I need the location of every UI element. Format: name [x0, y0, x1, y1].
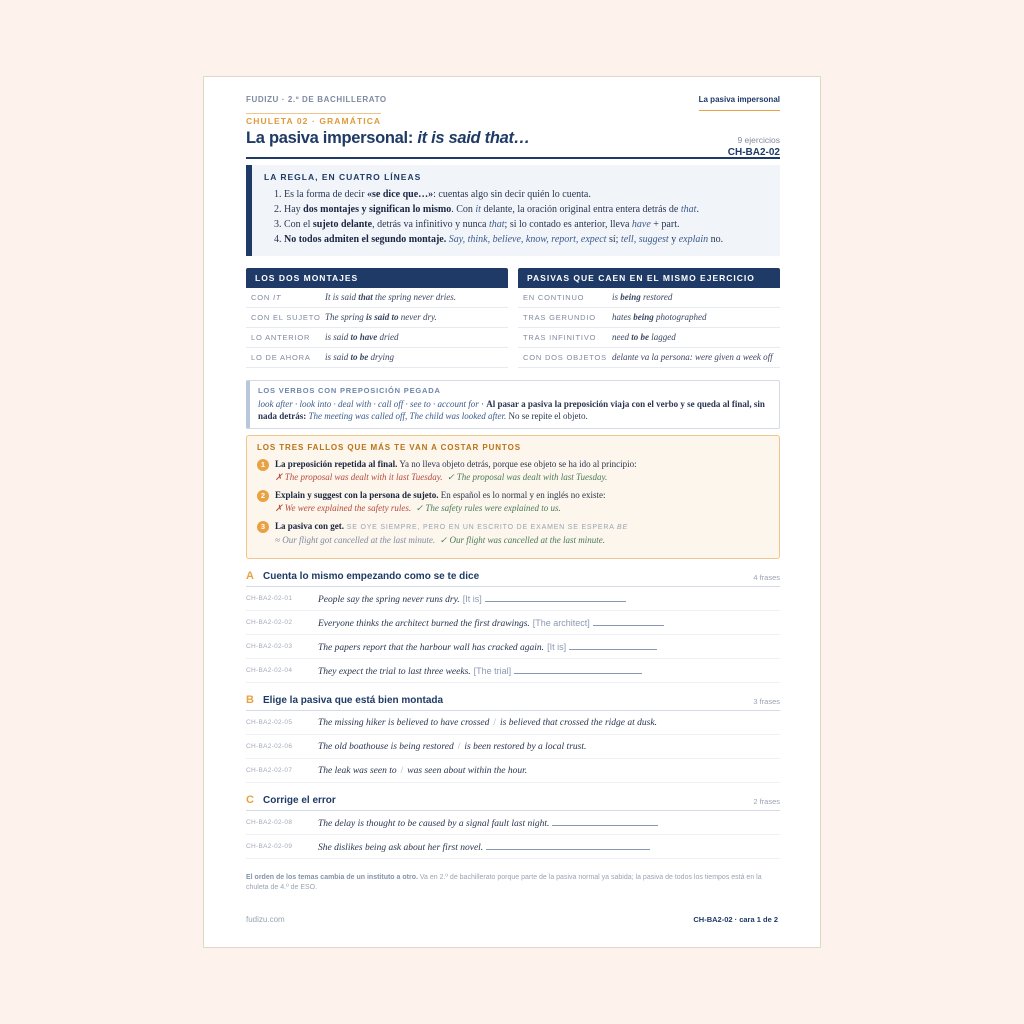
exercise-code: CH-BA2-02-09	[246, 843, 293, 850]
table-row: EN CONTINUO is being restored	[518, 288, 780, 308]
footer-website: fudizu.com	[246, 915, 285, 924]
pasivas-panel	[518, 268, 780, 368]
section-title: Elige la pasiva que está bien montada	[263, 695, 444, 706]
exercise-text: The papers report that the harbour wall has cracked again. [It is]	[318, 641, 657, 653]
topic-label: La pasiva impersonal	[699, 95, 780, 111]
exercise-count: 9 ejercicios	[737, 135, 780, 145]
answer-line[interactable]	[514, 665, 642, 674]
rule-item: 4. No todos admiten el segundo montaje. Say, think, believe, know, report, expect sí; tell, suggest y explain no.	[284, 232, 770, 247]
rule-item: 3. Con el sujeto delante, detrás va infinitivo y nunca that; si lo contado es anterior, lleva have + part.	[284, 217, 770, 232]
answer-line[interactable]	[485, 593, 626, 602]
section-b	[246, 694, 780, 783]
section-title: Cuenta lo mismo empezando como se te dice	[263, 571, 480, 582]
exercise-text: The delay is thought to be caused by a signal fault last night.	[318, 817, 658, 829]
table-row: CON DOS OBJETOS delante va la persona: were given a week off	[518, 348, 780, 368]
montajes-panel	[246, 268, 508, 368]
table-row: CON EL SUJETO The spring is said to never dry.	[246, 308, 508, 328]
exercise-text: Everyone thinks the architect burned the first drawings. [The architect]	[318, 617, 664, 629]
exercise-text: The leak was seen to / was seen about within the hour.	[318, 765, 528, 776]
brand-label: FUDIZU · 2.º DE BACHILLERATO	[246, 95, 387, 104]
exercise-code: CH-BA2-02-07	[246, 767, 293, 774]
sheet-code: CH-BA2-02	[727, 147, 780, 158]
table-row: LO DE AHORA is said to be drying	[246, 348, 508, 368]
option-a[interactable]: The missing hiker is believed to have crossed	[318, 717, 490, 728]
exercise-text: The old boathouse is being restored / is been restored by a local trust.	[318, 741, 587, 752]
exercise-text: The missing hiker is believed to have crossed / is believed that crossed the ridge at dusk.	[318, 717, 657, 728]
exercise-row	[246, 835, 780, 859]
section-letter: C	[246, 794, 254, 806]
exercise-row	[246, 587, 780, 611]
table-row: TRAS INFINITIVO need to be lagged	[518, 328, 780, 348]
section-count: 2 frases	[753, 797, 780, 806]
montajes-heading: LOS DOS MONTAJES	[246, 268, 508, 288]
section-c	[246, 794, 780, 859]
section-header	[246, 694, 780, 711]
error-number: 2	[257, 490, 269, 502]
pasivas-heading: PASIVAS QUE CAEN EN EL MISMO EJERCICIO	[518, 268, 780, 288]
option-a[interactable]: The old boathouse is being restored	[318, 741, 454, 752]
exercise-row	[246, 635, 780, 659]
section-count: 3 frases	[753, 697, 780, 706]
exercise-code: CH-BA2-02-05	[246, 719, 293, 726]
answer-line[interactable]	[486, 841, 650, 850]
common-errors-box	[246, 435, 780, 559]
reference-tables	[246, 268, 780, 368]
title-row	[246, 129, 780, 159]
page-title: La pasiva impersonal: it is said that…	[246, 129, 530, 147]
option-b[interactable]: is believed that crossed the ridge at dusk.	[500, 717, 657, 728]
footer-page-info: CH-BA2-02 · cara 1 de 2	[693, 915, 778, 924]
exercise-text: They expect the trial to last three weeks. [The trial]	[318, 665, 642, 677]
kicker-label: CHULETA 02 · GRAMÁTICA	[246, 113, 381, 126]
exercise-row	[246, 759, 780, 783]
error-number: 3	[257, 521, 269, 533]
exercise-row	[246, 659, 780, 683]
answer-line[interactable]	[552, 817, 658, 826]
phrasal-verbs-box	[246, 380, 780, 429]
section-title: Corrige el error	[263, 795, 336, 806]
exercise-code: CH-BA2-02-01	[246, 595, 293, 602]
section-a	[246, 570, 780, 683]
section-count: 4 frases	[753, 573, 780, 582]
table-row: LO ANTERIOR is said to have dried	[246, 328, 508, 348]
rule-list	[264, 187, 770, 247]
table-row: TRAS GERUNDIO hates being photographed	[518, 308, 780, 328]
exercise-code: CH-BA2-02-06	[246, 743, 293, 750]
verbs-text: look after · look into · deal with · call off · see to · account for · Al pasar a pasiva la preposición viaja con el verbo y se queda al final, sin nada detrás: The meeting was called off, The child was looked after. No se repite el objeto.	[258, 399, 765, 421]
exercise-row	[246, 611, 780, 635]
option-b[interactable]: was seen about within the hour.	[407, 765, 528, 776]
rule-item: 2. Hay dos montajes y significan lo mismo. Con it delante, la oración original entra entera detrás de that.	[284, 202, 770, 217]
verbs-heading: LOS VERBOS CON PREPOSICIÓN PEGADA	[258, 386, 441, 395]
section-letter: A	[246, 570, 254, 582]
section-letter: B	[246, 694, 254, 706]
exercise-row	[246, 735, 780, 759]
error-item: 1 La preposición repetida al final. Ya no lleva objeto detrás, porque ese objeto se ha ido al principio: ✗ The proposal was dealt with it last Tuesday. ✓ The proposal was dealt with last Tuesday.	[257, 458, 769, 484]
rule-box	[246, 165, 780, 256]
exercise-code: CH-BA2-02-04	[246, 667, 293, 674]
option-b[interactable]: is been restored by a local trust.	[464, 741, 587, 752]
footnote: El orden de los temas cambia de un instituto a otro. Va en 2.º de bachillerato porque parte de la pasiva normal ya sabida; la pasiva de todos los tiempos está en la chuleta de 4.º de ESO.	[246, 874, 762, 891]
exercise-row	[246, 811, 780, 835]
exercise-text: People say the spring never runs dry. [It is]	[318, 593, 626, 605]
rule-heading: LA REGLA, EN CUATRO LÍNEAS	[264, 172, 422, 182]
rule-item: 1. Es la forma de decir «se dice que…»: cuentas algo sin decir quién lo cuenta.	[284, 187, 770, 202]
section-header	[246, 570, 780, 587]
error-item: 3 La pasiva con get. SE OYE SIEMPRE, PERO EN UN ESCRITO DE EXAMEN SE ESPERA BE ≈ Our flight got cancelled at the last minute. ✓ Our flight was cancelled at the last minute.	[257, 520, 769, 547]
answer-line[interactable]	[569, 641, 657, 650]
option-a[interactable]: The leak was seen to	[318, 765, 397, 776]
section-header	[246, 794, 780, 811]
exercise-text: She dislikes being ask about her first novel.	[318, 841, 650, 853]
exercise-code: CH-BA2-02-02	[246, 619, 293, 626]
error-item: 2 Explain y suggest con la persona de sujeto. En español es lo normal y en inglés no existe: ✗ We were explained the safety rules. ✓ The safety rules were explained to us.	[257, 489, 769, 515]
error-number: 1	[257, 459, 269, 471]
sheet-meta	[728, 135, 780, 158]
exercise-row	[246, 711, 780, 735]
errors-heading: LOS TRES FALLOS QUE MÁS TE VAN A COSTAR PUNTOS	[257, 443, 521, 452]
answer-line[interactable]	[593, 617, 664, 626]
worksheet-page	[203, 76, 821, 948]
exercise-code: CH-BA2-02-03	[246, 643, 293, 650]
exercise-code: CH-BA2-02-08	[246, 819, 293, 826]
table-row: CON IT It is said that the spring never dries.	[246, 288, 508, 308]
